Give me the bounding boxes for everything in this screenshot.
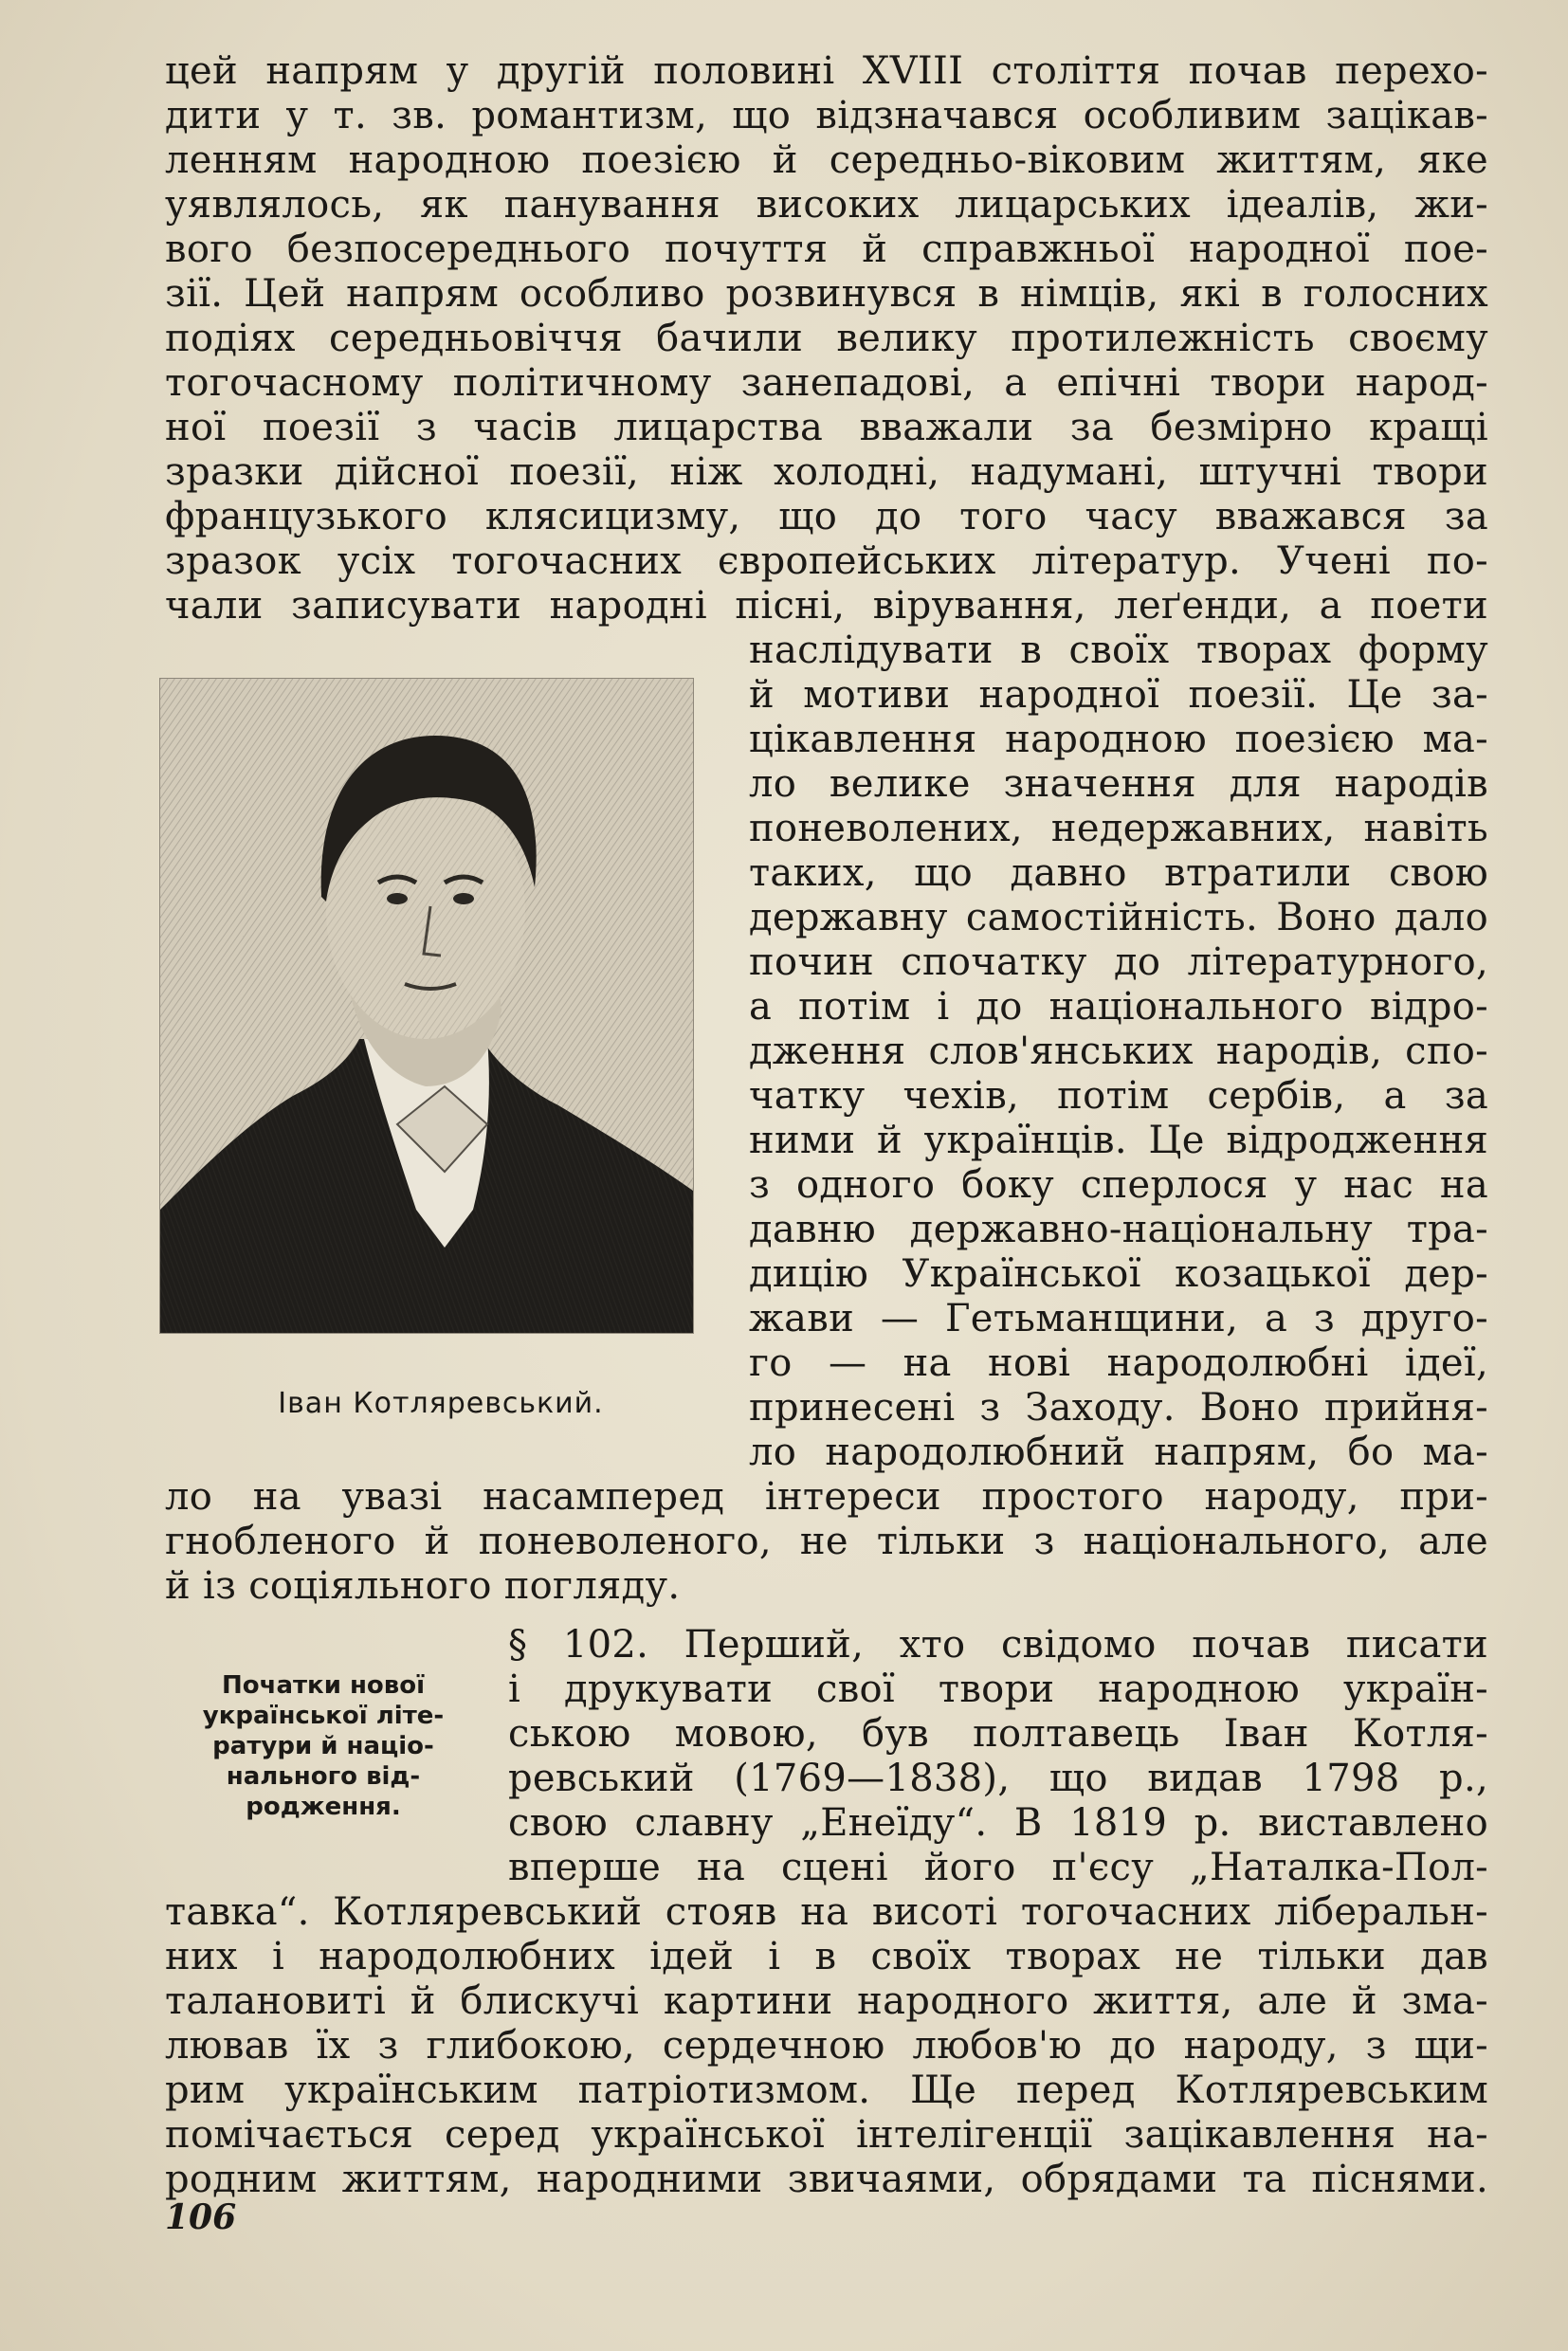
text-line: наслідувати в своїх творах форму xyxy=(749,629,1488,672)
text-line: свою славну „Енеїду“. В 1819 р. виставлено xyxy=(508,1801,1488,1845)
text-line: ло на увазі насамперед інтереси простого народу, при- xyxy=(165,1475,1488,1519)
text-line: подіях середньовіччя бачили велику протилежність своєму xyxy=(165,317,1488,360)
margin-heading-line: нального від- xyxy=(226,1762,421,1791)
text-line: дицію Української козацької дер- xyxy=(749,1252,1488,1296)
text-line: й із соціяльного погляду. xyxy=(165,1564,681,1608)
text-line: давню державно-національну тра- xyxy=(749,1208,1488,1251)
text-line: й мотиви народної поезії. Це за- xyxy=(749,673,1488,717)
text-line: державну самостійність. Воно дало xyxy=(749,896,1488,939)
text-line: почин спочатку до літературного, xyxy=(749,940,1488,984)
text-line: тавка“. Котляревський стояв на висоті тогочасних ліберальн- xyxy=(165,1890,1488,1934)
text-line: і друкувати свої твори народною україн- xyxy=(508,1668,1488,1711)
text-line: них і народолюбних ідей і в своїх творах не тільки дав xyxy=(165,1935,1488,1978)
text-line: талановиті й блискучі картини народного життя, але й зма- xyxy=(165,1979,1488,2023)
text-line: родним життям, народними звичаями, обрядами та піснями. xyxy=(165,2158,1488,2201)
text-line: цікавлення народною поезією ма- xyxy=(749,718,1488,761)
text-line: цей напрям у другій половині XVIII століття почав перехо- xyxy=(165,49,1488,93)
text-line: а потім і до національного відро- xyxy=(749,985,1488,1029)
text-line: ською мовою, був полтавець Іван Котля- xyxy=(508,1712,1488,1756)
text-line: жави — Гетьманщини, а з друго- xyxy=(749,1297,1488,1340)
text-line: уявлялось, як панування високих лицарських ідеалів, жи- xyxy=(165,183,1488,227)
portrait-engraving xyxy=(160,679,693,1333)
text-line: тогочасному політичному занепадові, а епічні твори народ- xyxy=(165,361,1488,405)
text-line: ло народолюбний напрям, бо ма- xyxy=(749,1431,1488,1474)
text-line: вперше на сцені його п'єсу „Наталка-Пол- xyxy=(508,1846,1488,1889)
page-number: 106 xyxy=(165,2197,237,2237)
text-line: лював їх з глибокою, сердечною любов'ю до народу, з щи- xyxy=(165,2024,1488,2068)
text-line: помічається серед української інтелігенції зацікавлення на- xyxy=(165,2113,1488,2157)
text-line: ної поезії з часів лицарства вважали за безмірно кращі xyxy=(165,406,1488,449)
text-line: вого безпосереднього почуття й справжньої народної пое- xyxy=(165,228,1488,271)
text-line: гнобленого й поневоленого, не тільки з національного, але xyxy=(165,1520,1488,1563)
margin-heading-line: ратури й націо- xyxy=(212,1732,434,1760)
text-line: го — на нові народолюбні ідеї, xyxy=(749,1341,1488,1385)
margin-heading-line: української літе- xyxy=(202,1702,445,1730)
text-line: таких, що давно втратили свою xyxy=(749,851,1488,895)
text-line: ними й українців. Це відродження xyxy=(749,1119,1488,1162)
portrait-image xyxy=(159,678,694,1334)
text-line: дження слов'янських народів, спо- xyxy=(749,1030,1488,1073)
text-line: французького клясицизму, що до того часу вважався за xyxy=(165,495,1488,538)
text-line: чали записувати народні пісні, вірування, леґенди, а поети xyxy=(165,584,1488,628)
text-line: зії. Цей напрям особливо розвинувся в німців, які в голосних xyxy=(165,272,1488,316)
text-line: зразки дійсної поезії, ніж холодні, надумані, штучні твори xyxy=(165,450,1488,494)
text-line: поневолених, недержавних, навіть xyxy=(749,807,1488,850)
text-line: чатку чехів, потім сербів, а за xyxy=(749,1074,1488,1118)
margin-heading-line: родження. xyxy=(246,1793,401,1821)
text-line: § 102. Перший, хто свідомо почав писати xyxy=(508,1623,1488,1667)
text-line: ленням народною поезією й середньо-віковим життям, яке xyxy=(165,138,1488,182)
text-line: ревський (1769—1838), що видав 1798 р., xyxy=(508,1757,1488,1800)
margin-heading-line: Початки нової xyxy=(221,1671,426,1700)
portrait-caption: Іван Котляревський. xyxy=(278,1387,604,1420)
text-line: принесені з Заходу. Воно прийня- xyxy=(749,1386,1488,1430)
margin-heading xyxy=(171,1670,476,1822)
text-line: ло велике значення для народів xyxy=(749,762,1488,806)
text-line: з одного боку сперлося у нас на xyxy=(749,1163,1488,1207)
text-line: рим українським патріотизмом. Ще перед Котляревським xyxy=(165,2069,1488,2112)
text-line: зразок усіх тогочасних європейських літератур. Учені по- xyxy=(165,539,1488,583)
text-line: дити у т. зв. романтизм, що відзначався особливим зацікав- xyxy=(165,94,1488,137)
